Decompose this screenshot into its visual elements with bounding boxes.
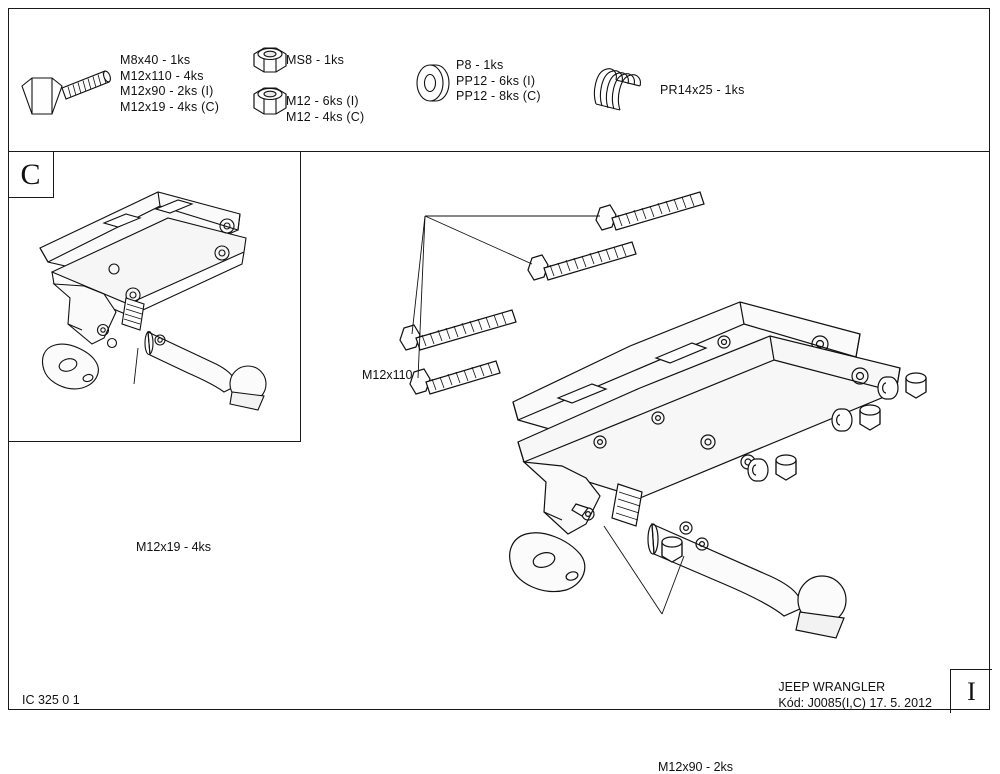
parts-item-washer-labels xyxy=(456,58,541,105)
footer-document-code: IC 325 0 1 xyxy=(22,693,80,707)
hex-nut-icon xyxy=(238,8,408,152)
parts-item-bolt xyxy=(8,8,238,152)
callout-m12x90: M12x90 - 2ks xyxy=(658,760,734,774)
parts-legend-bar xyxy=(8,8,990,152)
parts-item-spring xyxy=(578,8,838,152)
label-pp12-c: PP12 - 8ks (C) xyxy=(456,89,541,103)
parts-item-washer xyxy=(408,8,578,152)
label-m12x90: M12x90 - 2ks (I) xyxy=(120,84,214,98)
detail-tag-c: C xyxy=(8,152,54,198)
label-pp12-i: PP12 - 6ks (I) xyxy=(456,73,536,88)
label-m12-c: M12 - 4ks (C) xyxy=(286,109,365,124)
label-m12x110: M12x110 - 4ks xyxy=(120,68,204,83)
detail-callout-m12x19: M12x19 - 4ks xyxy=(136,540,212,554)
callout-m12x110: M12x110 xyxy=(362,368,413,382)
parts-item-bolt-labels xyxy=(120,53,219,115)
label-m8x40: M8x40 - 1ks xyxy=(120,53,191,67)
spring-washer-icon xyxy=(578,8,838,152)
footer-vehicle-name: JEEP WRANGLER xyxy=(778,680,886,694)
label-m12x19: M12x19 - 4ks (C) xyxy=(120,99,220,114)
parts-item-nut xyxy=(238,8,408,152)
label-m12-i: M12 - 6ks (I) xyxy=(286,94,359,108)
main-drawing xyxy=(300,152,990,672)
label-p8: P8 - 1ks xyxy=(456,58,504,72)
label-ms8 xyxy=(286,53,344,69)
parts-item-nut-labels xyxy=(286,94,364,125)
label-ms8-text: MS8 - 1ks xyxy=(286,53,345,67)
footer-vehicle-block xyxy=(778,679,932,711)
page-number-tag: I xyxy=(950,669,992,713)
label-pr14x25-text: PR14x25 - 1ks xyxy=(660,83,745,97)
label-pr14x25 xyxy=(660,83,745,99)
footer-code-date: Kód: J0085(I,C) 17. 5. 2012 xyxy=(778,696,932,710)
